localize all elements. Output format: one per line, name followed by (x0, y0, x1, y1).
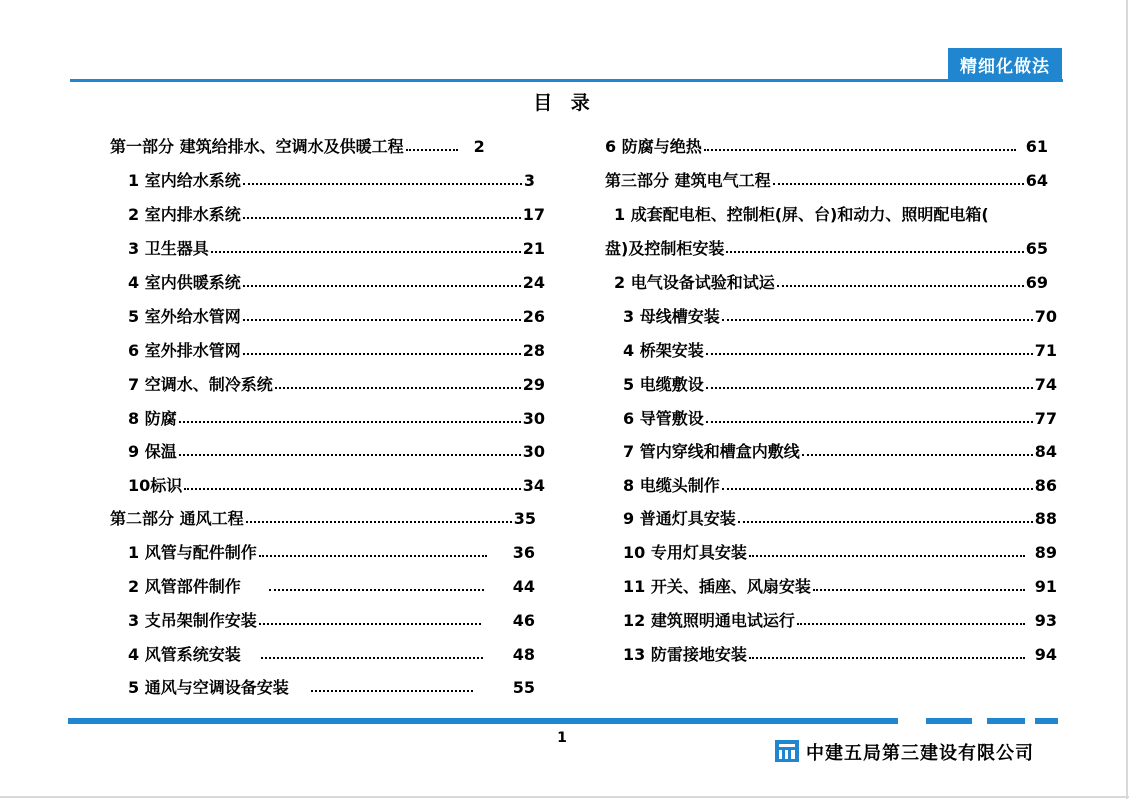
toc-entry[interactable] (623, 439, 1057, 465)
toc-entry-page: 77 (1034, 409, 1057, 428)
leader-dots (184, 487, 520, 490)
toc-entry-page: 94 (1034, 645, 1057, 664)
toc-entry[interactable] (128, 473, 545, 499)
toc-entry-page: 71 (1034, 341, 1057, 360)
footer-rule-segment (926, 718, 972, 724)
toc-entry[interactable] (623, 372, 1057, 398)
toc-entry-page: 69 (1025, 273, 1048, 292)
leader-dots (259, 622, 481, 625)
header-rule (70, 79, 1063, 82)
toc-entry-label: 第一部分 建筑给排水、空调水及供暖工程 (110, 137, 404, 156)
toc-entry-page: 74 (1034, 375, 1057, 394)
toc-entry[interactable] (128, 338, 545, 364)
leader-dots (706, 386, 1033, 389)
toc-entry-label: 3 母线槽安装 (623, 307, 720, 326)
toc-entry-page: 30 (522, 409, 545, 428)
page-border-bottom (0, 796, 1129, 798)
toc-entry[interactable] (623, 304, 1057, 330)
page-border-right (1126, 0, 1128, 799)
leader-dots (211, 250, 521, 253)
toc-entry-page: 30 (522, 442, 545, 461)
leader-dots (259, 554, 487, 557)
toc-entry-label: 13 防雷接地安装 (623, 645, 747, 664)
toc-entry-label: 2 室内排水系统 (128, 205, 241, 224)
leader-dots (726, 250, 1023, 253)
leader-dots (269, 588, 484, 591)
leader-dots (243, 284, 521, 287)
leader-dots (179, 453, 521, 456)
leader-dots (243, 216, 521, 219)
toc-entry-page: 86 (1034, 476, 1057, 495)
toc-entry-label: 2 电气设备试验和试运 (614, 273, 775, 292)
toc-entry-page: 91 (1034, 577, 1057, 596)
leader-dots (704, 148, 1016, 151)
toc-entry-page: 36 (512, 543, 535, 562)
toc-entry-label: 11 开关、插座、风扇安装 (623, 577, 811, 596)
footer-rule-segment (987, 718, 1025, 724)
leader-dots (243, 352, 521, 355)
toc-entry-label: 第二部分 通风工程 (110, 509, 244, 528)
toc-entry-label: 4 风管系统安装 (128, 645, 241, 664)
leader-dots (797, 622, 1025, 625)
leader-dots (749, 656, 1025, 659)
toc-entry-page: 61 (1025, 137, 1048, 156)
toc-entry-label: 盘)及控制柜安装 (605, 239, 725, 258)
toc-entry-label: 1 室内给水系统 (128, 171, 241, 190)
section-tag: 精细化做法 (948, 48, 1062, 81)
leader-dots (246, 520, 512, 523)
toc-entry[interactable] (128, 270, 545, 296)
toc-entry[interactable] (623, 608, 1057, 634)
toc-entry-label: 4 桥架安装 (623, 341, 704, 360)
toc-entry[interactable] (128, 168, 535, 194)
leader-dots (749, 554, 1025, 557)
toc-entry[interactable] (605, 236, 1048, 262)
toc-entry-page: 26 (522, 307, 545, 326)
toc-entry[interactable] (128, 642, 535, 668)
toc-entry-label: 4 室内供暖系统 (128, 273, 241, 292)
toc-entry[interactable] (623, 338, 1057, 364)
toc-entry-label: 1 风管与配件制作 (128, 543, 257, 562)
toc-entry[interactable] (623, 506, 1057, 532)
toc-entry-label: 5 室外给水管网 (128, 307, 241, 326)
toc-entry[interactable] (128, 202, 545, 228)
leader-dots (706, 352, 1033, 355)
toc-entry[interactable] (128, 540, 535, 566)
leader-dots (275, 386, 521, 389)
toc-entry-page: 93 (1034, 611, 1057, 630)
company-name: 中建五局第三建设有限公司 (806, 743, 1034, 764)
toc-entry[interactable] (128, 372, 545, 398)
leader-dots (243, 318, 521, 321)
leader-dots (802, 453, 1033, 456)
footer-rule-segment (1035, 718, 1058, 724)
page-title: 目 录 (533, 92, 596, 114)
toc-entry-page: 2 (473, 137, 485, 156)
leader-dots (777, 284, 1024, 287)
toc-entry-page: 29 (522, 375, 545, 394)
toc-entry-page: 21 (522, 239, 545, 258)
toc-entry-label: 3 支吊架制作安装 (128, 611, 257, 630)
leader-dots (722, 318, 1033, 321)
toc-entry-page: 84 (1034, 442, 1057, 461)
toc-entry[interactable] (128, 608, 535, 634)
leader-dots (311, 689, 473, 692)
toc-entry-page: 35 (513, 509, 536, 528)
toc-entry[interactable] (605, 134, 1048, 160)
toc-entry[interactable] (623, 642, 1057, 668)
leader-dots (243, 182, 522, 185)
toc-entry-label: 5 电缆敷设 (623, 375, 704, 394)
footer-rule (68, 718, 898, 724)
toc-entry-label: 2 风管部件制作 (128, 577, 241, 596)
company-logo-icon (775, 740, 799, 762)
toc-entry-label: 第三部分 建筑电气工程 (605, 171, 771, 190)
toc-entry-page: 65 (1025, 239, 1048, 258)
toc-entry-label: 7 管内穿线和槽盒内敷线 (623, 442, 800, 461)
leader-dots (773, 182, 1024, 185)
toc-entry[interactable] (623, 473, 1057, 499)
page-number: 1 (557, 730, 567, 746)
leader-dots (738, 520, 1033, 523)
toc-entry[interactable] (128, 236, 545, 262)
leader-dots (406, 148, 458, 151)
toc-entry-part2[interactable] (110, 506, 536, 532)
toc-entry-label: 8 电缆头制作 (623, 476, 720, 495)
toc-entry-page: 48 (512, 645, 535, 664)
toc-entry-label: 10 专用灯具安装 (623, 543, 747, 562)
toc-entry-page: 44 (512, 577, 535, 596)
toc-entry-page: 24 (522, 273, 545, 292)
toc-entry-wrapped-line[interactable]: 1 成套配电柜、控制柜(屏、台)和动力、照明配电箱( (614, 205, 989, 224)
toc-entry-page: 46 (512, 611, 535, 630)
toc-entry-label: 3 卫生器具 (128, 239, 209, 258)
toc-entry-page: 89 (1034, 543, 1057, 562)
toc-entry[interactable] (623, 574, 1057, 600)
toc-entry[interactable] (128, 574, 535, 600)
toc-entry[interactable] (614, 270, 1048, 296)
leader-dots (706, 420, 1033, 423)
toc-entry-label: 6 室外排水管网 (128, 341, 241, 360)
toc-entry-page: 64 (1025, 171, 1048, 190)
toc-entry-label: 10标识 (128, 476, 183, 495)
toc-entry-label: 8 防腐 (128, 409, 177, 428)
toc-entry-part1[interactable] (110, 134, 535, 160)
toc-entry[interactable] (128, 439, 545, 465)
toc-entry-page: 3 (523, 171, 535, 190)
leader-dots (722, 487, 1033, 490)
toc-entry-page: 88 (1034, 509, 1057, 528)
toc-entry-label: 9 普通灯具安装 (623, 509, 736, 528)
toc-entry[interactable] (128, 406, 545, 432)
toc-entry[interactable] (128, 675, 535, 701)
toc-entry-label: 7 空调水、制冷系统 (128, 375, 273, 394)
toc-entry-label: 12 建筑照明通电试运行 (623, 611, 795, 630)
toc-entry-page: 17 (522, 205, 545, 224)
toc-entry-label: 5 通风与空调设备安装 (128, 678, 289, 697)
leader-dots (813, 588, 1025, 591)
toc-entry-label: 6 导管敷设 (623, 409, 704, 428)
toc-entry-page: 55 (512, 678, 535, 697)
toc-entry-page: 34 (522, 476, 545, 495)
toc-entry[interactable] (623, 540, 1057, 566)
toc-entry-label: 6 防腐与绝热 (605, 137, 702, 156)
toc-entry-page: 28 (522, 341, 545, 360)
toc-entry-part3[interactable] (605, 168, 1048, 194)
leader-dots (179, 420, 521, 423)
leader-dots (261, 656, 483, 659)
toc-entry-page: 70 (1034, 307, 1057, 326)
toc-entry[interactable] (128, 304, 545, 330)
toc-entry-label: 9 保温 (128, 442, 177, 461)
toc-entry[interactable] (623, 406, 1057, 432)
